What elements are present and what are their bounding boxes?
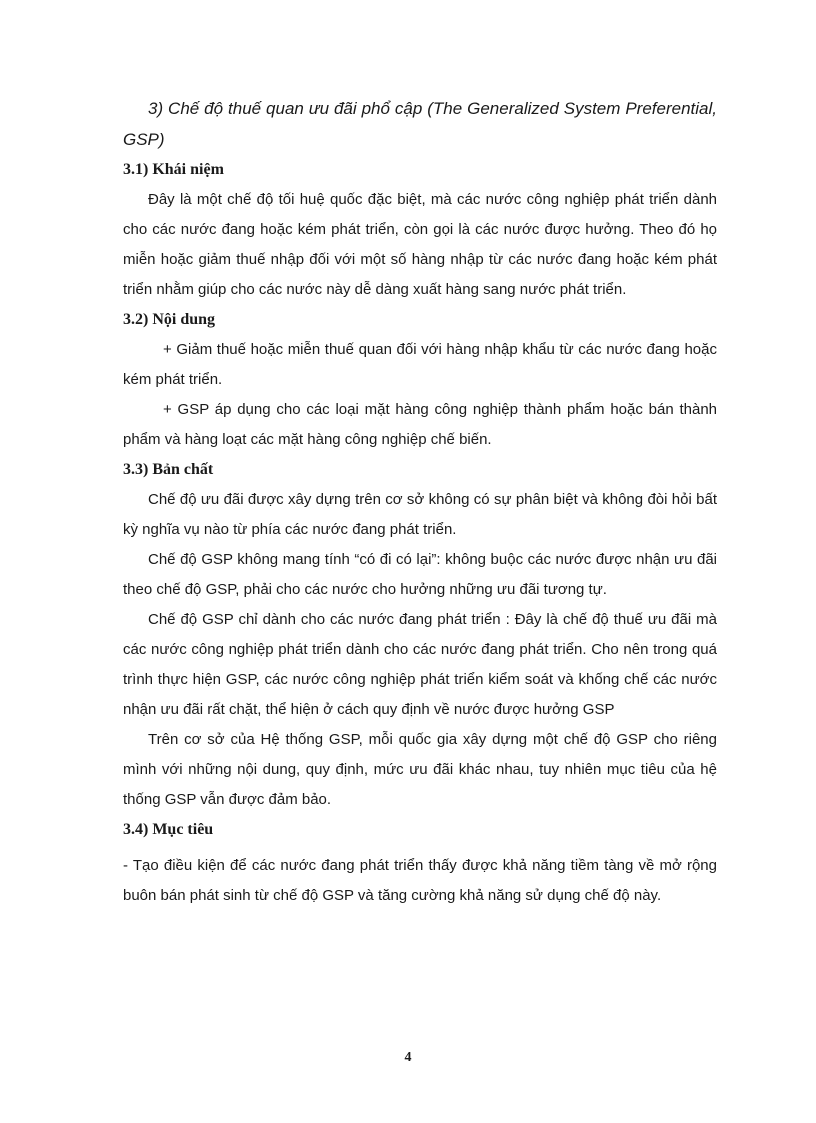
document-body: [123, 93, 717, 911]
bullet-paragraph: + GSP áp dụng cho các loại mặt hàng công nghiệp thành phẩm hoặc bán thành phẩm và hàng loạt các mặt hàng công nghiệp chế biến.: [123, 401, 717, 448]
heading-noi-dung: 3.2) Nội dung: [123, 311, 216, 328]
paragraph: Chế độ GSP không mang tính “có đi có lại”: không buộc các nước được nhận ưu đãi theo chế độ GSP, phải cho các nước cho hưởng những ưu đãi tương tự.: [123, 551, 717, 598]
paragraph: Trên cơ sở của Hệ thống GSP, mỗi quốc gia xây dựng một chế độ GSP cho riêng mình với những nội dung, quy định, mức ưu đãi khác nhau, tuy nhiên mục tiêu của hệ thống GSP vẫn được đảm bảo.: [123, 731, 717, 808]
heading-muc-tieu: 3.4) Mục tiêu: [123, 821, 214, 838]
bullet-paragraph: + Giảm thuế hoặc miễn thuế quan đối với hàng nhập khẩu từ các nước đang hoặc kém phát triển.: [123, 341, 717, 388]
heading-khai-niem: 3.1) Khái niệm: [123, 161, 224, 178]
paragraph: Chế độ ưu đãi được xây dựng trên cơ sở không có sự phân biệt và không đòi hỏi bất kỳ nghĩa vụ nào từ phía các nước đang phát triển.: [123, 491, 717, 538]
heading-ban-chat: 3.3) Bản chất: [123, 461, 214, 478]
paragraph: Chế độ GSP chỉ dành cho các nước đang phát triển : Đây là chế độ thuế ưu đãi mà các nước công nghiệp phát triển dành cho các nước đang phát triển. Cho nên trong quá trình thực hiện GSP, các nước công nghiệp phát triển kiểm soát và khống chế các nước nhận ưu đãi rất chặt, thể hiện ở cách quy định về nước được hưởng GSP: [123, 611, 717, 718]
section-title: 3) Chế độ thuế quan ưu đãi phổ cập (The Generalized System Preferential, GSP): [123, 99, 717, 149]
paragraph: Đây là một chế độ tối huệ quốc đặc biệt, mà các nước công nghiệp phát triển dành cho các nước đang hoặc kém phát triển, còn gọi là các nước được hưởng. Theo đó họ miễn hoặc giảm thuế nhập đối với một số hàng nhập từ các nước đang hoặc kém phát triển nhằm giúp cho các nước này dễ dàng xuất hàng sang nước phát triển.: [123, 191, 717, 298]
page-number: 4: [404, 1050, 412, 1065]
bullet-paragraph: - Tạo điều kiện để các nước đang phát triển thấy được khả năng tiềm tàng về mở rộng buôn bán phát sinh từ chế độ GSP và tăng cường khả năng sử dụng chế độ này.: [123, 857, 717, 904]
